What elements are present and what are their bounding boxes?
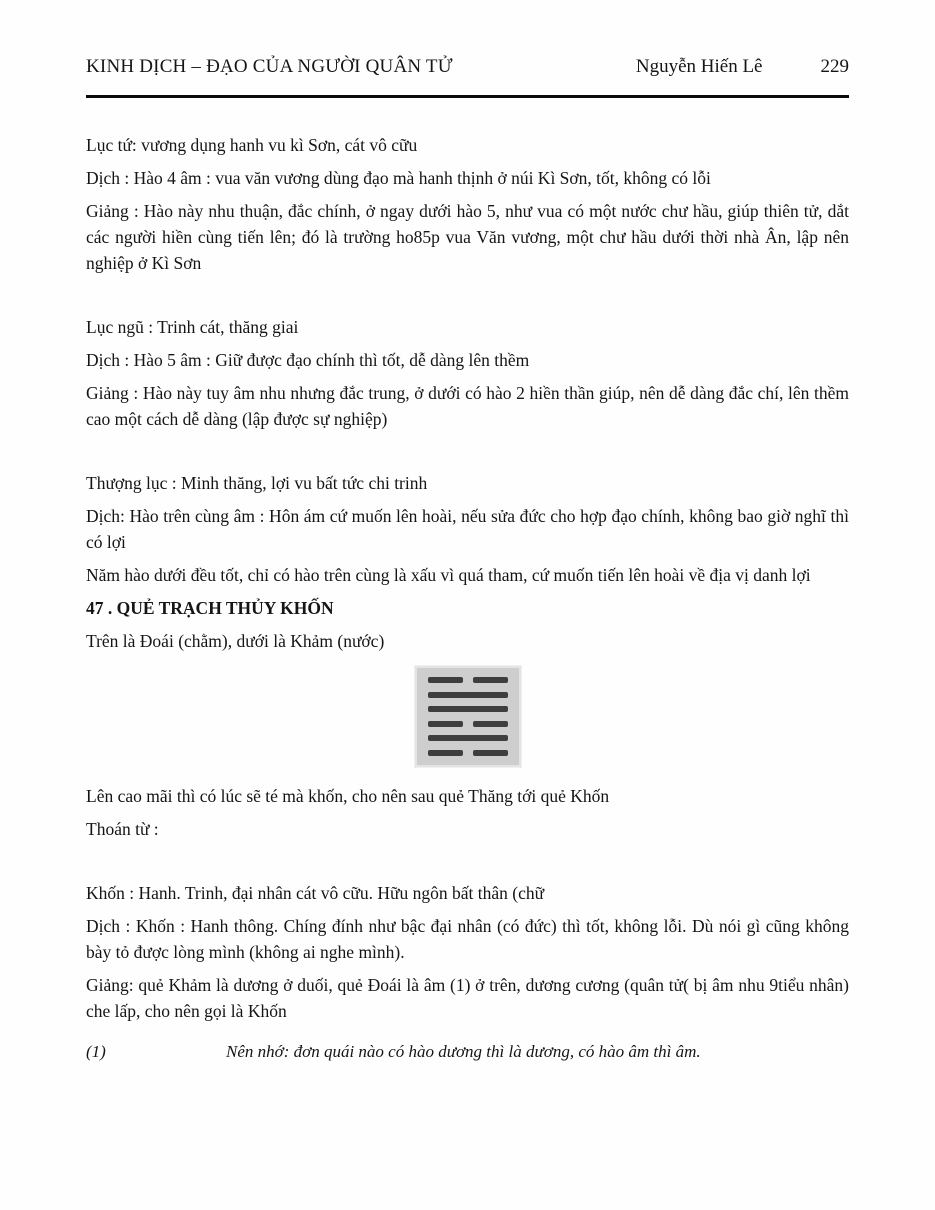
hexagram-line-broken <box>428 750 508 756</box>
book-title: KINH DỊCH – ĐẠO CỦA NGƯỜI QUÂN TỬ <box>86 56 453 77</box>
chapter-intro: Lên cao mãi thì có lúc sẽ té mà khốn, cho nên sau quẻ Thăng tới quẻ Khốn <box>86 786 610 806</box>
hexagram-line-solid <box>428 692 508 698</box>
header-rule <box>86 95 849 98</box>
footnote-text: Nên nhớ: đơn quái nào có hào dương thì là dương, có hào âm thì âm. <box>226 1042 701 1061</box>
hao4-hao-line: Lục tứ: vương dụng hanh vu kì Sơn, cát vô cữu <box>86 135 418 155</box>
page-body <box>86 132 849 1064</box>
author-name: Nguyễn Hiến Lê <box>635 56 763 77</box>
page-number: 229 <box>820 56 849 77</box>
hexagram-line-solid <box>428 706 508 712</box>
hao4-dich: Dịch : Hào 4 âm : vua văn vương dùng đạo mà hanh thịnh ở núi Kì Sơn, tốt, không có lỗi <box>86 168 711 188</box>
hexagram-line-solid <box>428 735 508 741</box>
footnote-marker: (1) <box>86 1042 106 1061</box>
hao5-hao-line: Lục ngũ : Trinh cát, thăng giai <box>86 317 299 337</box>
khon-giang: Giảng: quẻ Khảm là dương ở duối, quẻ Đoái là âm (1) ở trên, dương cương (quân tử( bị âm nhu 9tiểu nhân) che lấp, cho nên gọi là Khốn <box>86 975 849 1021</box>
chapter-subtitle: Trên là Đoái (chằm), dưới là Khảm (nước) <box>86 631 385 651</box>
hexagram-figure <box>415 666 521 767</box>
hao6-comment: Năm hào dưới đều tốt, chỉ có hào trên cùng là xấu vì quá tham, cứ muốn tiến lên hoài về địa vị danh lợi <box>86 565 811 585</box>
thoan-tu-label: Thoán từ : <box>86 819 159 839</box>
hao5-giang: Giảng : Hào này tuy âm nhu nhưng đắc trung, ở dưới có hào 2 hiền thần giúp, nên dễ dàng đắc chí, lên thềm cao một cách dễ dàng (lập được sự nghiệp) <box>86 383 849 429</box>
hao6-hao-line: Thượng lục : Minh thăng, lợi vu bất tức chi trinh <box>86 473 428 493</box>
footnote <box>86 1040 849 1064</box>
page-header <box>86 56 849 78</box>
hao4-giang: Giảng : Hào này nhu thuận, đắc chính, ở ngay dưới hào 5, như vua có một nước chư hầu, giúp thiên tử, dắt các người hiền cùng tiến lên; đó là trường ho85p vua Văn vương, một chư hầu dưới thời nhà Ân, lập nên nghiệp ở Kì Sơn <box>86 201 849 273</box>
hexagram-line-broken <box>428 677 508 683</box>
khon-dich: Dịch : Khốn : Hanh thông. Chíng đính như bậc đại nhân (có đức) thì tốt, không lỗi. Dù nói gì cũng không bày tỏ được lòng mình (không ai nghe mình). <box>86 916 849 962</box>
thoan-line: Khốn : Hanh. Trinh, đại nhân cát vô cữu. Hữu ngôn bất thân (chữ <box>86 883 545 903</box>
hexagram-line-broken <box>428 721 508 727</box>
chapter-heading: 47 . QUẺ TRẠCH THỦY KHỐN <box>86 598 334 618</box>
hao5-dich: Dịch : Hào 5 âm : Giữ được đạo chính thì tốt, dễ dàng lên thềm <box>86 350 530 370</box>
hao6-dich: Dịch: Hào trên cùng âm : Hôn ám cứ muốn lên hoài, nếu sửa đức cho hợp đạo chính, không bao giờ nghĩ thì có lợi <box>86 506 849 552</box>
